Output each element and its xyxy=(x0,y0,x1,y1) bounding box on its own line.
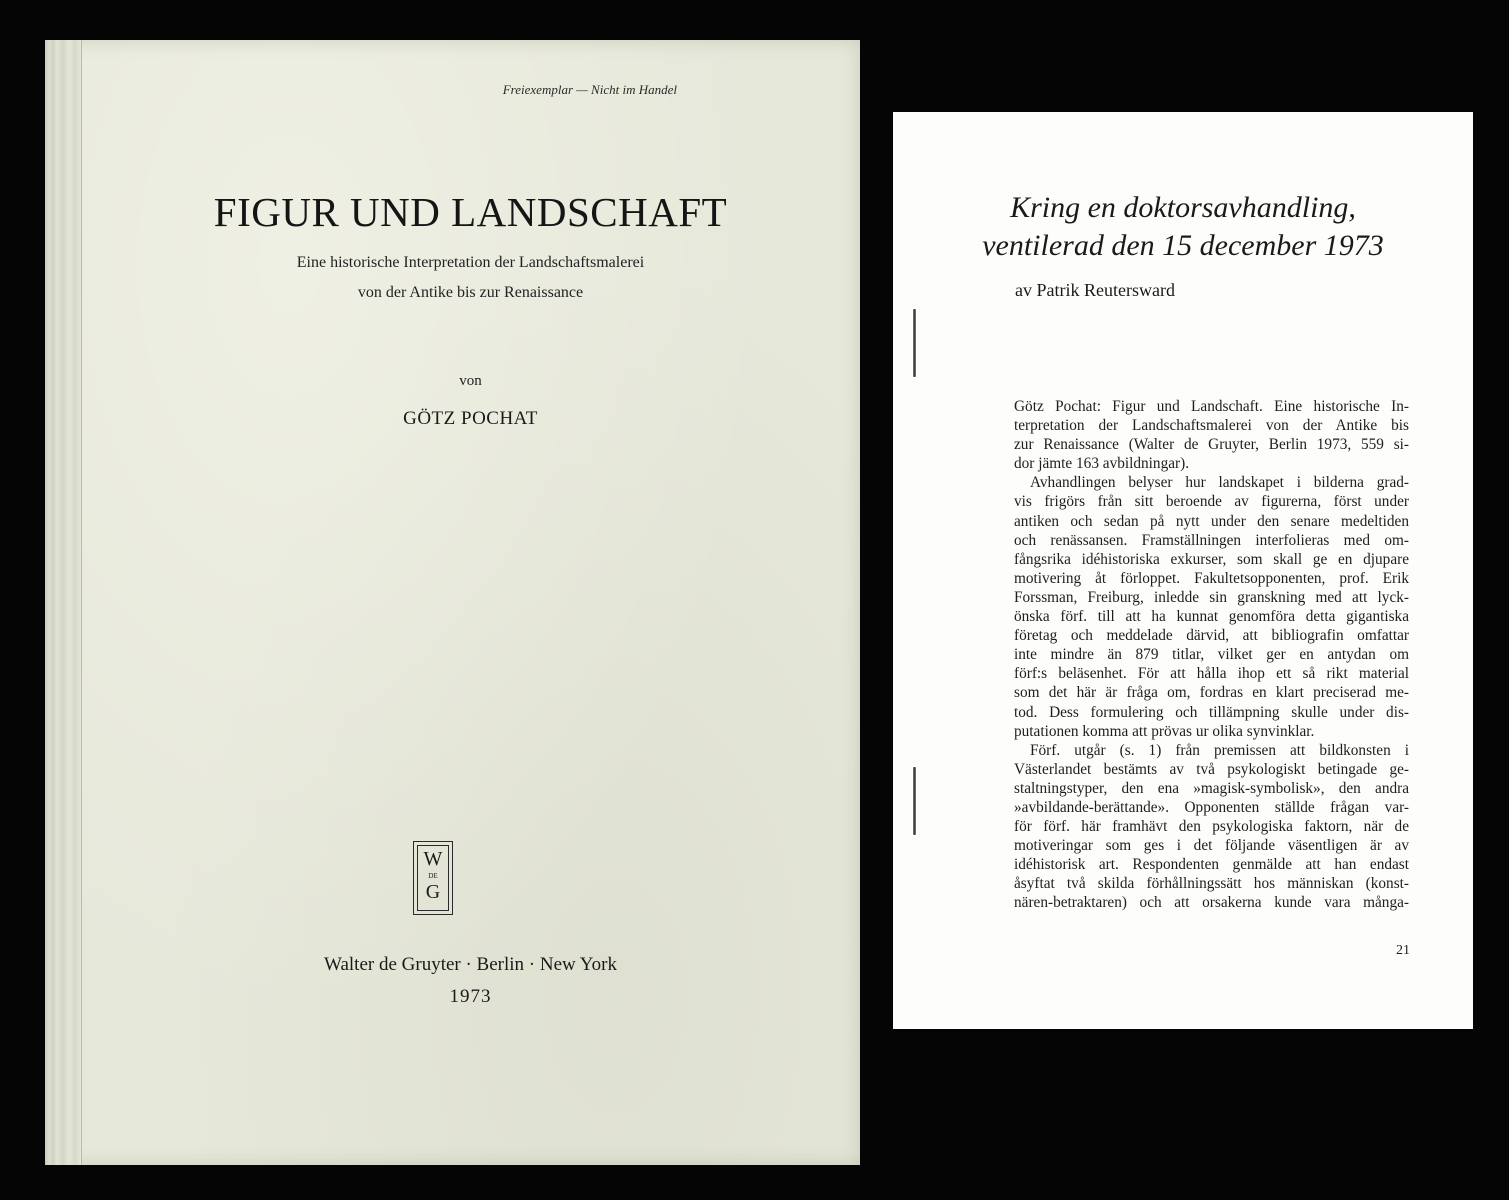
body-line: Götz Pochat: Figur und Landschaft. Eine historische In- xyxy=(1014,398,1409,415)
body-line: idéhistorisk art. Respondenten genmälde att han endast xyxy=(1014,856,1409,874)
body-line: nären-betraktaren) och att orsakerna kunde vara många- xyxy=(1014,894,1409,912)
book-subtitle xyxy=(81,248,860,308)
body-line: åsyftat två skilda förhållningssätt hos människan (konst- xyxy=(1014,875,1409,893)
body-line: för förf. här framhävt den psykologiska faktorn, när de xyxy=(1014,818,1409,836)
body-line: antiken och sedan på nytt under den senare medeltiden xyxy=(1014,512,1409,530)
body-line: företag och meddelade därvid, att bibliografin omfattar xyxy=(1014,627,1409,645)
staple xyxy=(913,309,916,377)
body-line: motiveringar som ges i det följande väsentligen är av xyxy=(1014,837,1409,855)
free-copy-notice: Freiexemplar — Nicht im Handel xyxy=(502,82,677,97)
page-number: 21 xyxy=(1396,943,1410,958)
body-line: Förf. utgår (s. 1) från premissen att bildkonsten i xyxy=(1030,741,1409,759)
body-line: Forssman, Freiburg, inledde sin granskning med att lyck- xyxy=(1014,588,1409,606)
body-line: och renässansen. Framställningen interfolieras med om- xyxy=(1014,531,1409,549)
body-line: »avbildande-berättande». Opponenten ställde frågan var- xyxy=(1014,798,1409,816)
publisher-logo xyxy=(413,841,453,915)
publisher-logo-top: W xyxy=(423,848,443,870)
offprint-title-line: Kring en doktorsavhandling, xyxy=(1010,191,1356,224)
body-line: putationen komma att prövas ur olika synvinklar. xyxy=(1014,722,1315,740)
book-title: FIGUR UND LANDSCHAFT xyxy=(213,189,728,235)
body-line: Västerlandet bestämts av två psykologiskt betingade ge- xyxy=(1014,760,1409,778)
publisher-logo-middle: DE xyxy=(428,872,438,880)
body-line: Avhandlingen belyser hur landskapet i bilderna grad- xyxy=(1030,474,1409,492)
body-line: motivering åt förloppet. Fakultetsopponenten, prof. Erik xyxy=(1014,569,1409,587)
body-line: tod. Dess formulering och tillämpning skulle under dis- xyxy=(1014,703,1409,721)
offprint-author: av Patrik Reutersward xyxy=(1015,280,1175,300)
offprint-title-line: ventilerad den 15 december 1973 xyxy=(982,229,1384,262)
book-year: 1973 xyxy=(449,986,492,1007)
publisher-logo-bottom: G xyxy=(425,881,441,903)
offprint-title xyxy=(893,189,1473,265)
body-line: staltningstyper, den ena »magisk-symbolisk», den andra xyxy=(1014,779,1409,797)
body-line: vis frigörs från sitt beroende av figurerna, först under xyxy=(1014,493,1409,511)
body-line: önska förf. till att ha kunnat genomföra detta gigantiska xyxy=(1014,608,1409,626)
body-line: fångsrika idéhistoriska exkurser, som skall ge en djupare xyxy=(1014,550,1409,568)
body-line: inte mindre än 879 titlar, vilket ger en antydan om xyxy=(1014,646,1409,664)
book-by-label: von xyxy=(459,373,482,389)
book-spine xyxy=(45,40,82,1165)
body-line: dor jämte 163 avbildningar). xyxy=(1014,455,1190,473)
offprint-body xyxy=(1014,397,1409,913)
body-line: zur Renaissance (Walter de Gruyter, Berlin 1973, 559 si- xyxy=(1014,436,1409,454)
body-line: som det här är fråga om, fordras en klart preciserad me- xyxy=(1014,684,1409,702)
offprint-page xyxy=(893,112,1473,1029)
book-subtitle-line: von der Antike bis zur Renaissance xyxy=(357,284,584,301)
book-cover xyxy=(45,40,860,1165)
book-publisher: Walter de Gruyter · Berlin · New York xyxy=(324,954,617,975)
book-subtitle-line: Eine historische Interpretation der Landschaftsmalerei xyxy=(296,254,645,271)
body-line: förf:s beläsenhet. För att hålla ihop ett så rikt material xyxy=(1014,665,1409,683)
staple xyxy=(913,767,916,835)
body-line: terpretation der Landschaftsmalerei von der Antike bis xyxy=(1014,417,1409,435)
book-author: GÖTZ POCHAT xyxy=(403,408,538,429)
